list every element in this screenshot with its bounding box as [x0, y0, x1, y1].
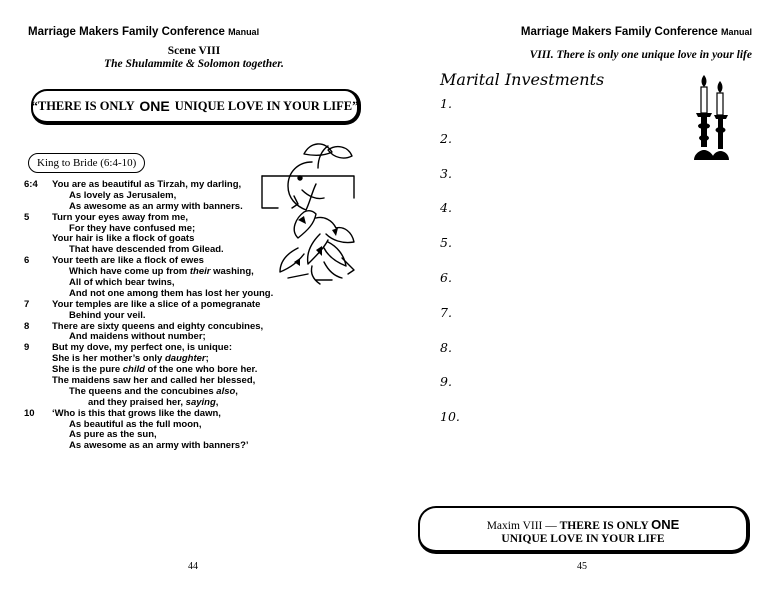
verse-text: As awesome as an army with banners. — [69, 200, 243, 212]
page-number-right: 45 — [577, 561, 587, 572]
investment-item-5: 5. — [440, 235, 452, 251]
verse-text: Your teeth are like a flock of ewes — [52, 255, 204, 267]
verse-text: You are as beautiful as Tirzah, my darling, — [52, 179, 242, 190]
verse-text: As pure as the sun, — [69, 429, 157, 441]
investment-item-1: 1. — [440, 96, 452, 111]
bird-illustration-icon — [258, 138, 370, 288]
investment-item-8: 8. — [440, 339, 452, 355]
verse-text: As beautiful as the full moon, — [69, 418, 202, 430]
verse-number: 6 — [24, 255, 30, 267]
verse-text: The maidens saw her and called her blessed, — [52, 375, 256, 387]
verse-text: As awesome as an army with banners?’ — [69, 440, 249, 452]
verse-text: Your temples are like a slice of a pomegranate — [52, 298, 261, 310]
theme-banner: “THERE IS ONLY ONE UNIQUE LOVE IN YOUR LIFE” — [31, 89, 361, 125]
maxim-heading: VIII. There is only one unique love in your life — [529, 49, 752, 61]
verse-text: All of which bear twins, — [69, 277, 175, 289]
investments-title: Marital Investments — [440, 70, 605, 89]
verse-text: The queens and the concubines also, — [69, 385, 238, 397]
verse-line — [24, 441, 284, 452]
verse-line — [24, 300, 284, 311]
verse-text: That have descended from Gilead. — [69, 244, 224, 256]
verse-number: 10 — [24, 407, 35, 419]
maxim-box: Maxim VIII — THERE IS ONLY ONE UNIQUE LOVE IN YOUR LIFE — [418, 506, 750, 554]
scene-heading — [0, 45, 388, 70]
scene-subtitle: The Shulammite & Solomon together. — [104, 58, 284, 70]
verse-number: 5 — [24, 211, 30, 223]
right-page — [388, 0, 776, 600]
scene-label: Scene VIII — [167, 45, 221, 57]
verse-text: She is the pure child of the one who bore her. — [52, 364, 258, 376]
verse-number: 9 — [24, 342, 30, 354]
verse-text: Turn your eyes away from me, — [52, 211, 189, 223]
verse-text: And not one among them has lost her young. — [69, 287, 274, 299]
investment-item-2: 2. — [440, 130, 452, 146]
investment-item-6: 6. — [440, 270, 452, 285]
verse-text: and they praised her, saying, — [88, 396, 219, 408]
verse-text: But my dove, my perfect one, is unique: — [52, 342, 233, 354]
investment-item-4: 4. — [440, 200, 452, 216]
page-number-left: 44 — [188, 561, 198, 572]
verse-number: 6:4 — [24, 179, 38, 190]
verse-text: For they have confused me; — [69, 222, 196, 234]
verse-text: Your hair is like a flock of goats — [52, 233, 195, 245]
verse-text: There are sixty queens and eighty concubines, — [52, 320, 264, 332]
verse-text: ‘Who is this that grows like the dawn, — [52, 407, 221, 419]
candles-icon — [688, 68, 738, 168]
verse-text: She is her mother’s only daughter; — [52, 353, 209, 365]
investment-item-3: 3. — [440, 165, 452, 181]
verse-text: Which have come up from their washing, — [69, 266, 254, 278]
verse-text: And maidens without number; — [69, 331, 206, 343]
investment-item-10: 10. — [440, 409, 460, 425]
left-header: Marriage Makers Family Conference Manual — [28, 26, 260, 38]
verse-number: 8 — [24, 320, 30, 332]
right-header: Marriage Makers Family Conference Manual — [520, 26, 752, 38]
verse-number: 7 — [24, 298, 30, 310]
verse-text: Behind your veil. — [69, 309, 146, 321]
verse-text: As lovely as Jerusalem, — [69, 189, 177, 201]
verse-list — [24, 180, 284, 452]
investment-item-7: 7. — [440, 304, 452, 320]
speaker-label: King to Bride (6:4-10) — [28, 153, 145, 173]
investment-item-9: 9. — [440, 374, 452, 390]
